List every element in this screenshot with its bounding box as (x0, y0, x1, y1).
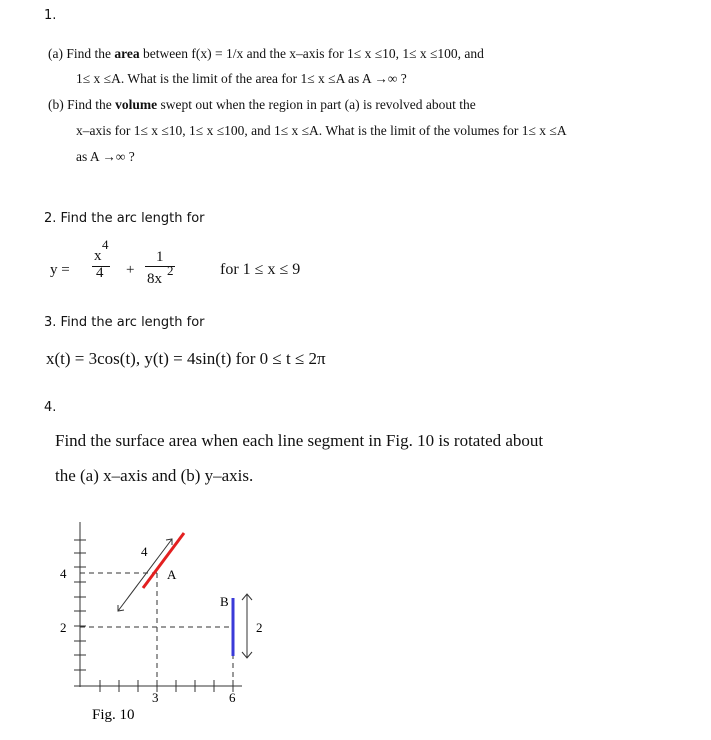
problem-4-number: 4. (44, 400, 57, 415)
problem-2-interval: for 1 ≤ x ≤ 9 (220, 261, 301, 278)
dimension-arrow-2 (242, 594, 252, 658)
segment-b-label: B (220, 594, 229, 609)
segment-a (143, 533, 184, 588)
dimension-label-4: 4 (141, 544, 148, 559)
problem-1a-suffix: between f(x) = 1/x and the x–axis for 1≤ x ≤10, 1≤ x ≤100, and (139, 46, 484, 61)
fraction-2-exponent: 2 (167, 263, 174, 278)
problem-3-equation: x(t) = 3cos(t), y(t) = 4sin(t) for 0 ≤ t ≤ 2π (46, 349, 326, 368)
problem-1b-line-2: x–axis for 1≤ x ≤10, 1≤ x ≤100, and 1≤ x ≤A. What is the limit of the volumes for 1≤ x ≤A (76, 123, 567, 138)
dimension-label-2: 2 (256, 620, 263, 635)
problem-1a-line-2: 1≤ x ≤A. What is the limit of the area for 1≤ x ≤A as A →∞ ? (76, 71, 407, 86)
dashed-guides (80, 573, 233, 686)
problem-1b-suffix: swept out when the region in part (a) is revolved about the (157, 97, 476, 112)
figure-caption: Fig. 10 (92, 707, 135, 723)
plus-sign: + (126, 262, 135, 278)
problem-1b-prefix: (b) Find the (48, 97, 116, 112)
y-tick-label-2: 2 (60, 620, 67, 635)
problem-1b-line-3: as A →∞ ? (76, 149, 135, 164)
y-equals: y = (50, 262, 70, 278)
problem-4-line-2: the (a) x–axis and (b) y–axis. (55, 466, 254, 485)
problem-1a-bold: area (114, 46, 140, 61)
problem-3-heading: 3. Find the arc length for (44, 315, 205, 330)
fraction-1-denominator: 4 (96, 265, 104, 281)
fraction-1-exponent: 4 (102, 237, 109, 252)
fraction-2-denominator: 8x (147, 271, 162, 287)
problem-1a-prefix: (a) Find the (48, 46, 115, 61)
fraction-2-numerator: 1 (156, 249, 164, 265)
problem-2-heading: 2. Find the arc length for (44, 211, 205, 226)
y-tick-label-4: 4 (60, 566, 67, 581)
problem-1-number: 1. (44, 8, 57, 23)
problem-1b-bold: volume (115, 97, 158, 112)
x-tick-label-6: 6 (229, 690, 236, 705)
fraction-1-numerator: x (94, 248, 102, 264)
segment-a-label: A (167, 567, 177, 582)
problem-4-line-1: Find the surface area when each line segment in Fig. 10 is rotated about (55, 431, 544, 450)
x-tick-label-3: 3 (152, 690, 159, 705)
